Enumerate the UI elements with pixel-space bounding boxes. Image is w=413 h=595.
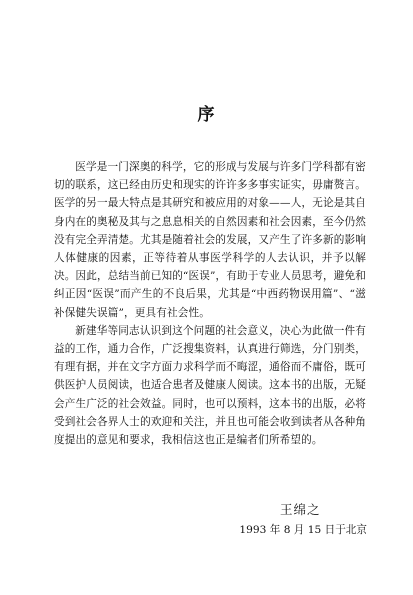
date-place: 1993 年 8 月 15 日于北京: [239, 524, 367, 536]
paragraph-1: 医学是一门深奥的科学，它的形成与发展与许多门学科都有密切的联系，这已经由历史和现实的许许多多事实证实，毋庸赘言。医学的另一最大特点是其研究和被应用的对象——人，无论是其自身内在的奥秘及其与之息息相关的自然因素和社会因素，至今仍然没有完全弄清楚。尤其是随着社会的发展，又产生了许多新的影响人体健康的因素，正等待着从事医学科学的人去认识，并予以解决。因此，总结当前已知的“医误”，有助于专业人员思考，避免和纠正因“医误”而产生的不良后果，尤其是“中西药物误用篇”、“滋补保健失误篇”，更具有社会性。: [54, 161, 366, 319]
paragraph-2: 新建华等同志认识到这个问题的社会意义，决心为此做一件有益的工作，通力合作，广泛搜集资料，认真进行筛选，分门别类，有理有据，并在文字方面力求科学而不晦涩，通俗而不庸俗，既可供医护人员阅读，也适合患者及健康人阅读。这本书的出版，无疑会产生广泛的社会效益。同时，也可以预料，这本书的出版，必将受到社会各界人士的欢迎和关注，并且也可能会收到读者从各种角度提出的意见和要求，我相信这也正是编者们所希望的。: [54, 324, 366, 447]
author-signature: 王绵之: [280, 502, 321, 517]
preface-body: [54, 158, 366, 449]
page-title: 序: [197, 105, 216, 125]
